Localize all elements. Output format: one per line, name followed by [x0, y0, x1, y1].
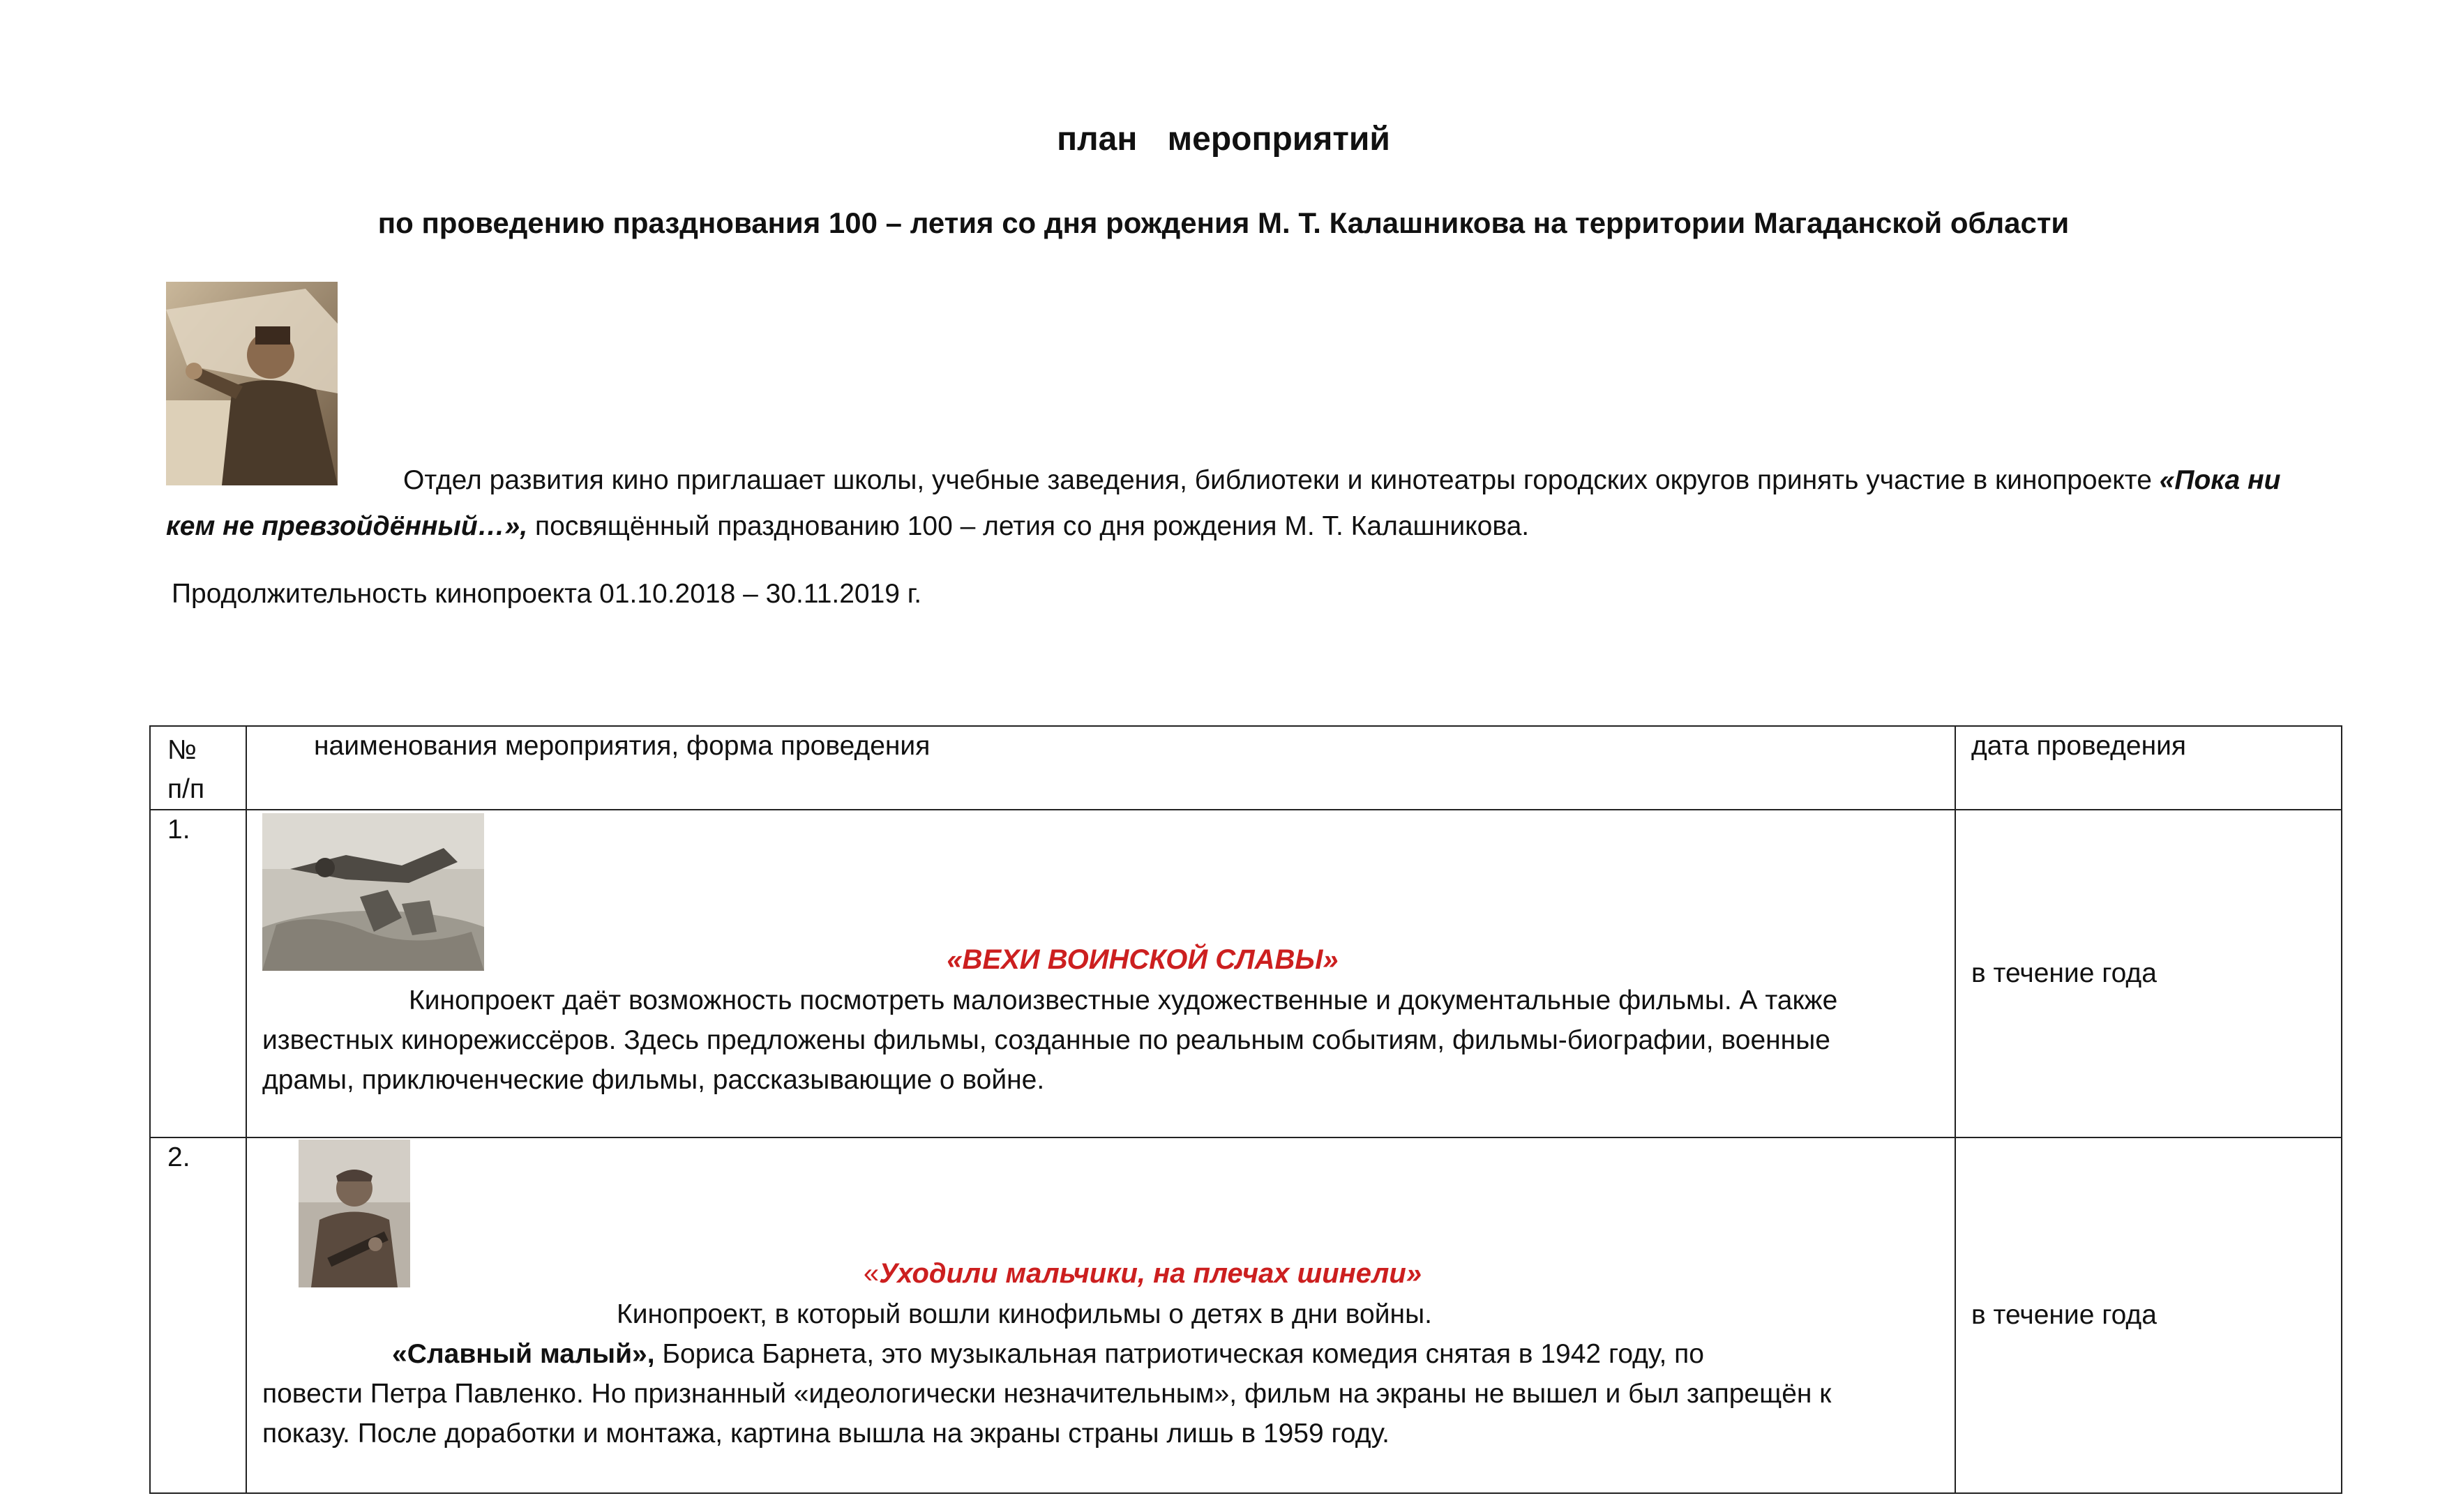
- row-number: 2.: [150, 1137, 246, 1493]
- header-date-cell: дата проведения: [1955, 726, 2342, 810]
- event-description: [262, 1294, 1941, 1453]
- film-description: Бориса Барнета, это музыкальная патриотическая комедия снятая в 1942 году, по: [654, 1339, 1704, 1369]
- event-title: [247, 1258, 1955, 1290]
- events-table: [149, 725, 2342, 1494]
- page-subtitle: по проведению празднования 100 – летия со дня рождения М. Т. Калашникова на территории Магаданской области: [377, 206, 2070, 239]
- event-description-line: показу. После доработки и монтажа, картина вышла на экраны страны лишь в 1959 году.: [262, 1419, 1390, 1449]
- intro-text-before: Отдел развития кино приглашает школы, учебные заведения, библиотеки и кинотеатры городских округов принять участие в кинопроекте: [403, 465, 2160, 495]
- event-date: в течение года: [1955, 810, 2342, 1137]
- table-row: [150, 810, 2342, 1137]
- event-description-line: Кинопроект даёт возможность посмотреть малоизвестные художественные и документальные фильмы. А также: [409, 985, 1838, 1015]
- kalashnikov-portrait-photo: [166, 282, 338, 485]
- header-num-abbr: п/п: [167, 774, 205, 804]
- row-number: 1.: [150, 810, 246, 1137]
- table-header-row: [150, 726, 2342, 810]
- event-title: «ВЕХИ ВОИНСКОЙ СЛАВЫ»: [947, 944, 1339, 975]
- event-description-line: драмы, приключенческие фильмы, рассказывающие о войне.: [262, 1065, 1045, 1095]
- event-content-cell: [246, 1137, 1955, 1493]
- event-date: в течение года: [1955, 1137, 2342, 1493]
- page-title: план мероприятий: [1057, 121, 1390, 158]
- project-name: «Пока ни кем не превзойдённый…»,: [166, 465, 2281, 541]
- event-description-line: [262, 1334, 1941, 1374]
- event-description: [262, 981, 1941, 1100]
- table-row: [150, 1137, 2342, 1493]
- film-name: «Славный малый»,: [392, 1339, 655, 1369]
- header-num-symbol: №: [167, 735, 197, 765]
- intro-text-after: посвящённый празднованию 100 – летия со дня рождения М. Т. Калашникова.: [527, 511, 1530, 541]
- event-description-line: Кинопроект, в который вошли кинофильмы о детях в дни войны.: [617, 1299, 1432, 1329]
- event-description-line: известных кинорежиссёров. Здесь предложены фильмы, созданные по реальным событиям, фильмы-биографии, военные: [262, 1025, 1830, 1055]
- intro-paragraph: [166, 458, 2328, 550]
- project-duration: Продолжительность кинопроекта 01.10.2018 – 30.11.2019 г.: [172, 579, 922, 609]
- event-description-line: повести Петра Павленко. Но признанный «идеологически незначительным», фильм на экраны не вышел и был запрещён к: [262, 1379, 1832, 1409]
- header-num-cell: [150, 726, 246, 810]
- header-name-cell: наименования мероприятия, форма проведения: [246, 726, 1955, 810]
- event-title-open-quote: «: [863, 1258, 880, 1289]
- event-title-text: Уходили мальчики, на плечах шинели»: [879, 1258, 1422, 1289]
- event-content-cell: [246, 810, 1955, 1137]
